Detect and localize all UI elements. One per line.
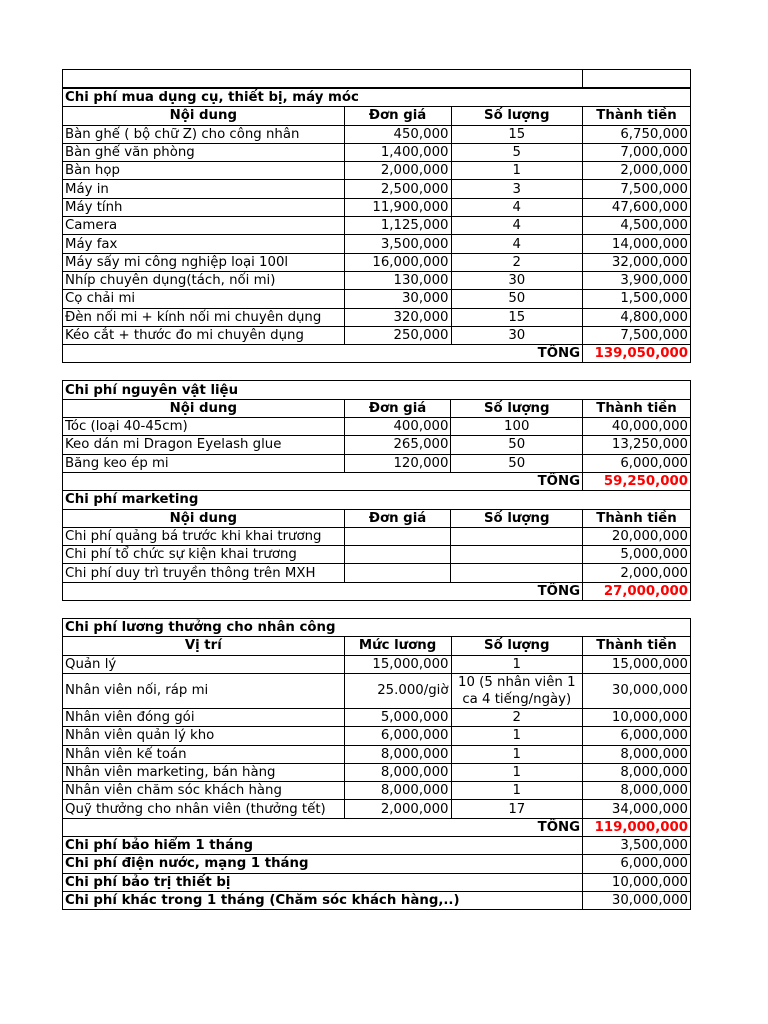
total-row <box>63 582 691 600</box>
other-cost-amount[interactable]: 3,500,000 <box>583 836 691 854</box>
cell-unit-price[interactable] <box>344 564 451 582</box>
cell-item[interactable]: Bàn ghế ( bộ chữ Z) cho công nhân <box>63 125 345 143</box>
cell-quantity[interactable]: 4 <box>451 198 583 216</box>
table-row <box>63 546 691 564</box>
cell-salary[interactable]: 6,000,000 <box>344 727 451 745</box>
equipment-rows <box>63 125 691 345</box>
cell-item[interactable]: Tóc (loại 40-45cm) <box>63 418 345 436</box>
cell-amount[interactable]: 30,000,000 <box>583 673 691 708</box>
cell-unit-price[interactable]: 2,000,000 <box>344 162 451 180</box>
cell-item[interactable]: Bàn họp <box>63 162 345 180</box>
cell-unit-price[interactable]: 16,000,000 <box>344 253 451 271</box>
cell-unit-price[interactable]: 30,000 <box>344 290 451 308</box>
section-title-row <box>63 619 691 637</box>
salary-rows <box>63 708 691 818</box>
section-title[interactable]: Chi phí lương thưởng cho nhân công <box>63 619 691 637</box>
cell-item[interactable]: Nhân viên marketing, bán hàng <box>63 763 345 781</box>
cell-quantity[interactable]: 50 <box>451 454 583 472</box>
section-title[interactable]: Chi phí marketing <box>63 491 691 509</box>
cell-amount[interactable]: 6,000,000 <box>583 727 691 745</box>
cell-amount[interactable]: 13,250,000 <box>583 436 691 454</box>
marketing-rows <box>63 527 691 582</box>
column-header[interactable]: Mức lương <box>344 637 451 655</box>
cell-item[interactable]: Máy sấy mi công nghiệp loại 100l <box>63 253 345 271</box>
table-row <box>63 271 691 289</box>
cell-item[interactable]: Nhân viên kế toán <box>63 745 345 763</box>
cell-amount[interactable]: 8,000,000 <box>583 763 691 781</box>
cell-amount[interactable]: 34,000,000 <box>583 800 691 818</box>
table-row <box>63 290 691 308</box>
total-row <box>63 818 691 836</box>
cell-unit-price[interactable]: 1,125,000 <box>344 217 451 235</box>
column-header[interactable]: Nội dung <box>63 107 345 125</box>
cell-unit-price[interactable] <box>344 527 451 545</box>
cell-item[interactable]: Chi phí tổ chức sự kiện khai trương <box>63 546 345 564</box>
cell-item[interactable]: Chi phí duy trì truyền thông trên MXH <box>63 564 345 582</box>
other-cost-amount[interactable]: 30,000,000 <box>583 891 691 909</box>
cell-amount[interactable]: 15,000,000 <box>583 655 691 673</box>
cell-quantity[interactable]: 4 <box>451 217 583 235</box>
cell-quantity[interactable]: 4 <box>451 235 583 253</box>
other-cost-amount[interactable]: 6,000,000 <box>583 855 691 873</box>
cell-quantity[interactable] <box>451 564 583 582</box>
table-row <box>63 326 691 344</box>
cell-salary[interactable]: 5,000,000 <box>344 708 451 726</box>
cell-item[interactable]: Nhân viên quản lý kho <box>63 727 345 745</box>
cell-unit-price[interactable]: 120,000 <box>344 454 451 472</box>
total-value[interactable]: 27,000,000 <box>583 582 691 600</box>
table-row <box>63 454 691 472</box>
cell-amount[interactable]: 4,800,000 <box>583 308 691 326</box>
cell-item[interactable]: Quản lý <box>63 655 345 673</box>
cell-item[interactable]: Chi phí quảng bá trước khi khai trương <box>63 527 345 545</box>
materials-rows <box>63 418 691 473</box>
other-cost-label[interactable]: Chi phí bảo trị thiết bị <box>63 873 583 891</box>
cell-quantity[interactable] <box>451 527 583 545</box>
cell-item[interactable]: Máy in <box>63 180 345 198</box>
table-row <box>63 564 691 582</box>
section-gap <box>62 601 691 618</box>
other-cost-row <box>63 836 691 854</box>
total-label[interactable]: TỔNG <box>63 345 583 363</box>
cell-salary[interactable]: 8,000,000 <box>344 763 451 781</box>
column-header[interactable]: Số lượng <box>451 107 583 125</box>
other-cost-row <box>63 891 691 909</box>
cell-quantity[interactable]: 3 <box>451 180 583 198</box>
table-row <box>63 673 691 708</box>
cell-amount[interactable]: 6,000,000 <box>583 454 691 472</box>
other-cost-label[interactable]: Chi phí bảo hiểm 1 tháng <box>63 836 583 854</box>
cell-amount[interactable]: 14,000,000 <box>583 235 691 253</box>
total-row <box>63 345 691 363</box>
table-row <box>63 727 691 745</box>
table-row <box>63 308 691 326</box>
salary-table <box>62 618 691 910</box>
column-header-row <box>63 509 691 527</box>
column-header-row <box>63 637 691 655</box>
cell-item[interactable]: Nhân viên nối, ráp mi <box>63 673 345 708</box>
cell-amount[interactable]: 4,500,000 <box>583 217 691 235</box>
table-row <box>63 253 691 271</box>
cell-quantity[interactable]: 1 <box>451 655 583 673</box>
column-header[interactable]: Thành tiền <box>583 509 691 527</box>
cell-amount[interactable]: 8,000,000 <box>583 745 691 763</box>
column-header-row <box>63 107 691 125</box>
cell-quantity[interactable]: 5 <box>451 143 583 161</box>
cell-amount[interactable]: 6,750,000 <box>583 125 691 143</box>
table-row <box>63 198 691 216</box>
table-row <box>63 418 691 436</box>
cell-item[interactable]: Nhíp chuyên dụng(tách, nối mi) <box>63 271 345 289</box>
cell-unit-price[interactable]: 250,000 <box>344 326 451 344</box>
cell-quantity[interactable]: 1 <box>451 727 583 745</box>
total-label[interactable]: TỔNG <box>63 582 583 600</box>
cell-item[interactable]: Kéo cắt + thước đo mi chuyên dụng <box>63 326 345 344</box>
cell-quantity[interactable]: 2 <box>451 253 583 271</box>
cell-quantity[interactable]: 17 <box>451 800 583 818</box>
cell-quantity[interactable]: 1 <box>451 782 583 800</box>
cell-unit-price[interactable] <box>344 546 451 564</box>
materials-table <box>62 380 691 601</box>
other-cost-label[interactable]: Chi phí khác trong 1 tháng (Chăm sóc khách hàng,..) <box>63 891 583 909</box>
cell-quantity[interactable]: 50 <box>451 290 583 308</box>
cell-item[interactable]: Cọ chải mi <box>63 290 345 308</box>
cell-item[interactable]: Camera <box>63 217 345 235</box>
column-header[interactable]: Đơn giá <box>344 107 451 125</box>
table-row <box>63 180 691 198</box>
column-header[interactable]: Đơn giá <box>344 399 451 417</box>
cell-amount[interactable]: 1,500,000 <box>583 290 691 308</box>
column-header[interactable]: Thành tiền <box>583 399 691 417</box>
cell-unit-price[interactable]: 400,000 <box>344 418 451 436</box>
cell-amount[interactable]: 2,000,000 <box>583 162 691 180</box>
other-cost-amount[interactable]: 10,000,000 <box>583 873 691 891</box>
cell-salary[interactable]: 15,000,000 <box>344 655 451 673</box>
total-value[interactable]: 139,050,000 <box>583 345 691 363</box>
cell-unit-price[interactable]: 1,400,000 <box>344 143 451 161</box>
total-row <box>63 472 691 490</box>
cell-amount[interactable]: 32,000,000 <box>583 253 691 271</box>
cell-amount[interactable]: 7,000,000 <box>583 143 691 161</box>
other-cost-label[interactable]: Chi phí điện nước, mạng 1 tháng <box>63 855 583 873</box>
cell-quantity[interactable]: 10 (5 nhân viên 1 ca 4 tiếng/ngày) <box>451 673 583 708</box>
table-row <box>63 708 691 726</box>
cell-amount[interactable]: 47,600,000 <box>583 198 691 216</box>
table-row <box>63 436 691 454</box>
cell-item[interactable]: Bàn ghế văn phòng <box>63 143 345 161</box>
column-header[interactable]: Thành tiền <box>583 637 691 655</box>
cell-quantity[interactable]: 15 <box>451 308 583 326</box>
table-row <box>63 125 691 143</box>
cell-salary[interactable]: 25.000/giờ <box>344 673 451 708</box>
cell-item[interactable]: Nhân viên chăm sóc khách hàng <box>63 782 345 800</box>
header-blank-table <box>62 69 691 88</box>
cell-quantity[interactable]: 100 <box>451 418 583 436</box>
cell-amount[interactable]: 20,000,000 <box>583 527 691 545</box>
cell-quantity[interactable]: 1 <box>451 763 583 781</box>
cell-unit-price[interactable]: 450,000 <box>344 125 451 143</box>
table-row <box>63 782 691 800</box>
column-header[interactable]: Nội dung <box>63 399 345 417</box>
cell-amount[interactable]: 5,000,000 <box>583 546 691 564</box>
cell-salary[interactable]: 8,000,000 <box>344 745 451 763</box>
cell-amount[interactable]: 8,000,000 <box>583 782 691 800</box>
column-header[interactable]: Vị trí <box>63 637 345 655</box>
section-gap <box>62 363 691 380</box>
cell-item[interactable]: Keo dán mi Dragon Eyelash glue <box>63 436 345 454</box>
cell-unit-price[interactable]: 130,000 <box>344 271 451 289</box>
other-cost-row <box>63 873 691 891</box>
column-header[interactable]: Đơn giá <box>344 509 451 527</box>
section-title-row <box>63 491 691 509</box>
section-title-row <box>63 381 691 399</box>
cell-item[interactable]: Băng keo ép mi <box>63 454 345 472</box>
cell-quantity[interactable]: 2 <box>451 708 583 726</box>
column-header[interactable]: Số lượng <box>451 637 583 655</box>
column-header[interactable]: Số lượng <box>451 509 583 527</box>
equipment-table <box>62 88 691 363</box>
table-row <box>63 235 691 253</box>
section-title-row <box>63 89 691 107</box>
cell-item[interactable]: Máy fax <box>63 235 345 253</box>
cell-quantity[interactable]: 15 <box>451 125 583 143</box>
table-row <box>63 527 691 545</box>
cell-unit-price[interactable]: 265,000 <box>344 436 451 454</box>
cell-quantity[interactable]: 50 <box>451 436 583 454</box>
cell-unit-price[interactable]: 2,500,000 <box>344 180 451 198</box>
cell-quantity[interactable]: 1 <box>451 162 583 180</box>
cell-amount[interactable]: 3,900,000 <box>583 271 691 289</box>
table-row <box>63 655 691 673</box>
cell-amount[interactable]: 10,000,000 <box>583 708 691 726</box>
cell-quantity[interactable]: 30 <box>451 326 583 344</box>
cell-unit-price[interactable]: 11,900,000 <box>344 198 451 216</box>
table-row <box>63 800 691 818</box>
cell-quantity[interactable] <box>451 546 583 564</box>
blank-row <box>63 70 691 88</box>
cell-unit-price[interactable]: 3,500,000 <box>344 235 451 253</box>
table-row <box>63 217 691 235</box>
cell-unit-price[interactable]: 320,000 <box>344 308 451 326</box>
cell-amount[interactable]: 7,500,000 <box>583 180 691 198</box>
cell-amount[interactable]: 2,000,000 <box>583 564 691 582</box>
blank-cell[interactable] <box>583 70 691 88</box>
total-label[interactable]: TỔNG <box>63 472 583 490</box>
cell-item[interactable]: Đèn nối mi + kính nối mi chuyên dụng <box>63 308 345 326</box>
cell-quantity[interactable]: 1 <box>451 745 583 763</box>
cell-item[interactable]: Quỹ thưởng cho nhân viên (thưởng tết) <box>63 800 345 818</box>
other-cost-rows <box>63 836 691 909</box>
cell-quantity[interactable]: 30 <box>451 271 583 289</box>
cell-salary[interactable]: 2,000,000 <box>344 800 451 818</box>
cell-item[interactable]: Máy tính <box>63 198 345 216</box>
section-title[interactable]: Chi phí mua dụng cụ, thiết bị, máy móc <box>63 89 691 107</box>
cell-amount[interactable]: 7,500,000 <box>583 326 691 344</box>
table-row <box>63 143 691 161</box>
cell-salary[interactable]: 8,000,000 <box>344 782 451 800</box>
table-row <box>63 763 691 781</box>
cell-item[interactable]: Nhân viên đóng gói <box>63 708 345 726</box>
column-header-row <box>63 399 691 417</box>
column-header[interactable]: Số lượng <box>451 399 583 417</box>
section-title[interactable]: Chi phí nguyên vật liệu <box>63 381 691 399</box>
blank-cell[interactable] <box>63 70 583 88</box>
table-row <box>63 745 691 763</box>
column-header[interactable]: Thành tiền <box>583 107 691 125</box>
other-cost-row <box>63 855 691 873</box>
total-label[interactable]: TỔNG <box>63 818 583 836</box>
spreadsheet <box>62 69 691 910</box>
table-row <box>63 162 691 180</box>
total-value[interactable]: 119,000,000 <box>583 818 691 836</box>
column-header[interactable]: Nội dung <box>63 509 345 527</box>
total-value[interactable]: 59,250,000 <box>583 472 691 490</box>
cell-amount[interactable]: 40,000,000 <box>583 418 691 436</box>
